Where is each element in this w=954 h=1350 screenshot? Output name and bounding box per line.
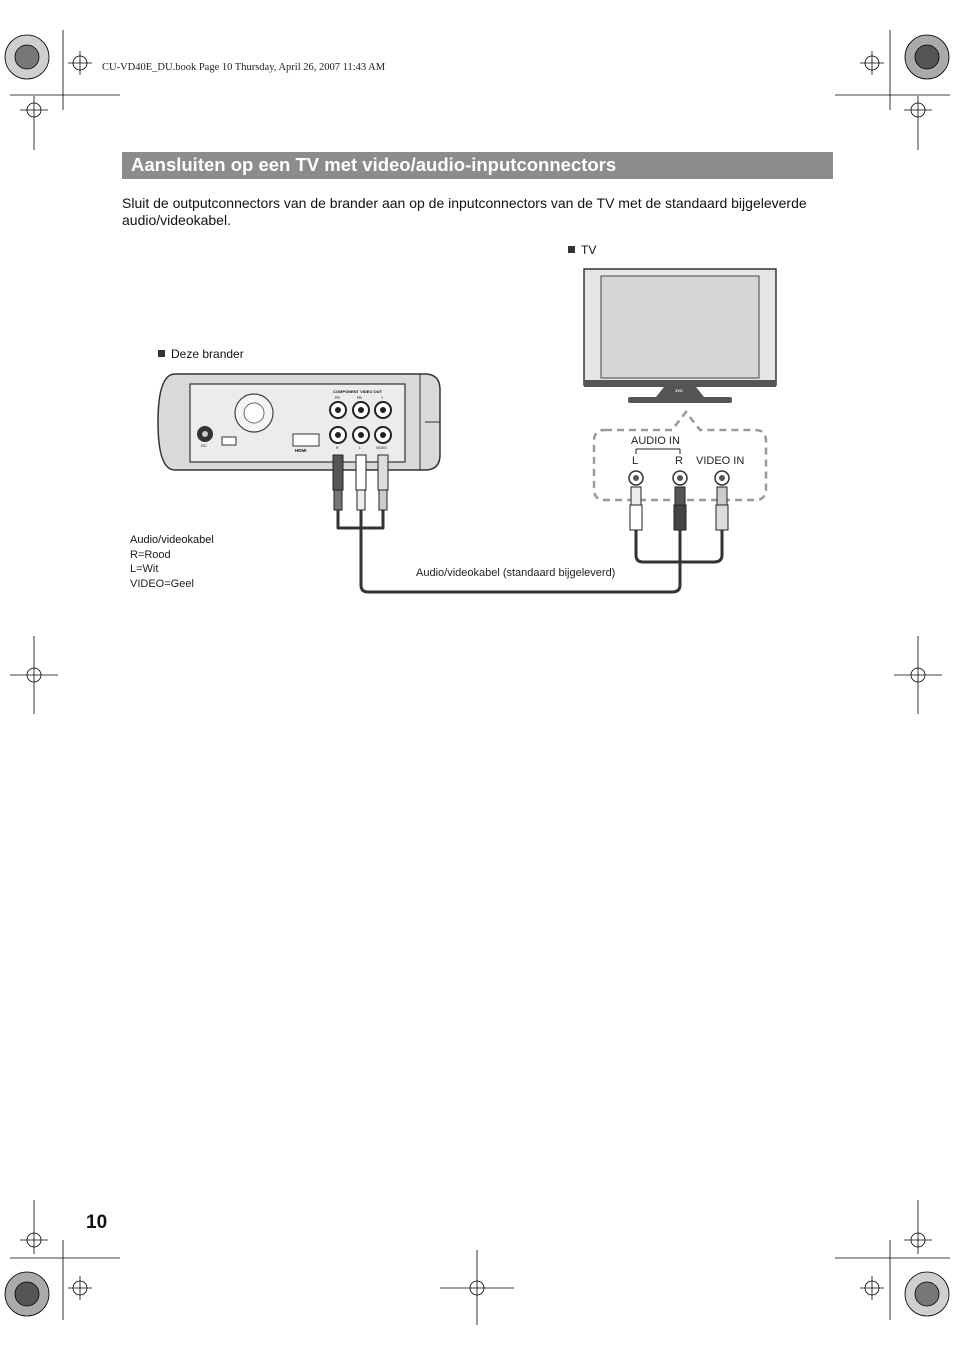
y-label: Y [381, 396, 384, 400]
cable-legend-title: Audio/videokabel [130, 534, 214, 546]
print-header: CU-VD40E_DU.book Page 10 Thursday, April 26, 2007 11:43 AM [102, 62, 386, 73]
page-number: 10 [86, 1212, 108, 1233]
brander-device [158, 374, 440, 470]
r-input-label: R [675, 455, 683, 467]
pr-label: PR [335, 396, 340, 400]
component-video-out-label: COMPONENT VIDEO OUT [333, 389, 383, 394]
video-port-label: VIDEO [376, 446, 387, 450]
brander-label: Deze brander [158, 347, 244, 361]
cable-caption: Audio/videokabel (standaard bijgeleverd) [416, 567, 616, 579]
tv-label: TV [568, 243, 596, 257]
cable-legend-r: R=Rood [130, 548, 171, 561]
square-bullet-icon [568, 246, 575, 253]
cable-legend [130, 533, 214, 591]
hdmi-label: HDMI [295, 448, 307, 453]
pb-label: PB [357, 396, 362, 400]
dc-label: DC [201, 443, 207, 448]
audio-in-label: AUDIO IN [631, 435, 680, 447]
video-in-label: VIDEO IN [696, 455, 745, 467]
tv-brand-logo: JVC [675, 388, 683, 393]
square-bullet-icon [158, 350, 165, 357]
section-title: Aansluiten op een TV met video/audio-inputconnectors [131, 154, 617, 175]
r-port-label: R [336, 446, 339, 450]
cable-legend-l: L=Wit [130, 563, 159, 575]
l-port-label: L [359, 446, 361, 450]
l-input-label: L [632, 455, 639, 467]
usb-port [222, 437, 236, 445]
cable-legend-video: VIDEO=Geel [130, 577, 194, 590]
intro-paragraph: Sluit de outputconnectors van de brander aan op de inputconnectors van de TV met de standaard bijgeleverde audio/videokabel. [122, 195, 807, 228]
hdmi-port [293, 434, 319, 446]
tv-device [584, 269, 776, 403]
brander-plugs [333, 455, 388, 510]
